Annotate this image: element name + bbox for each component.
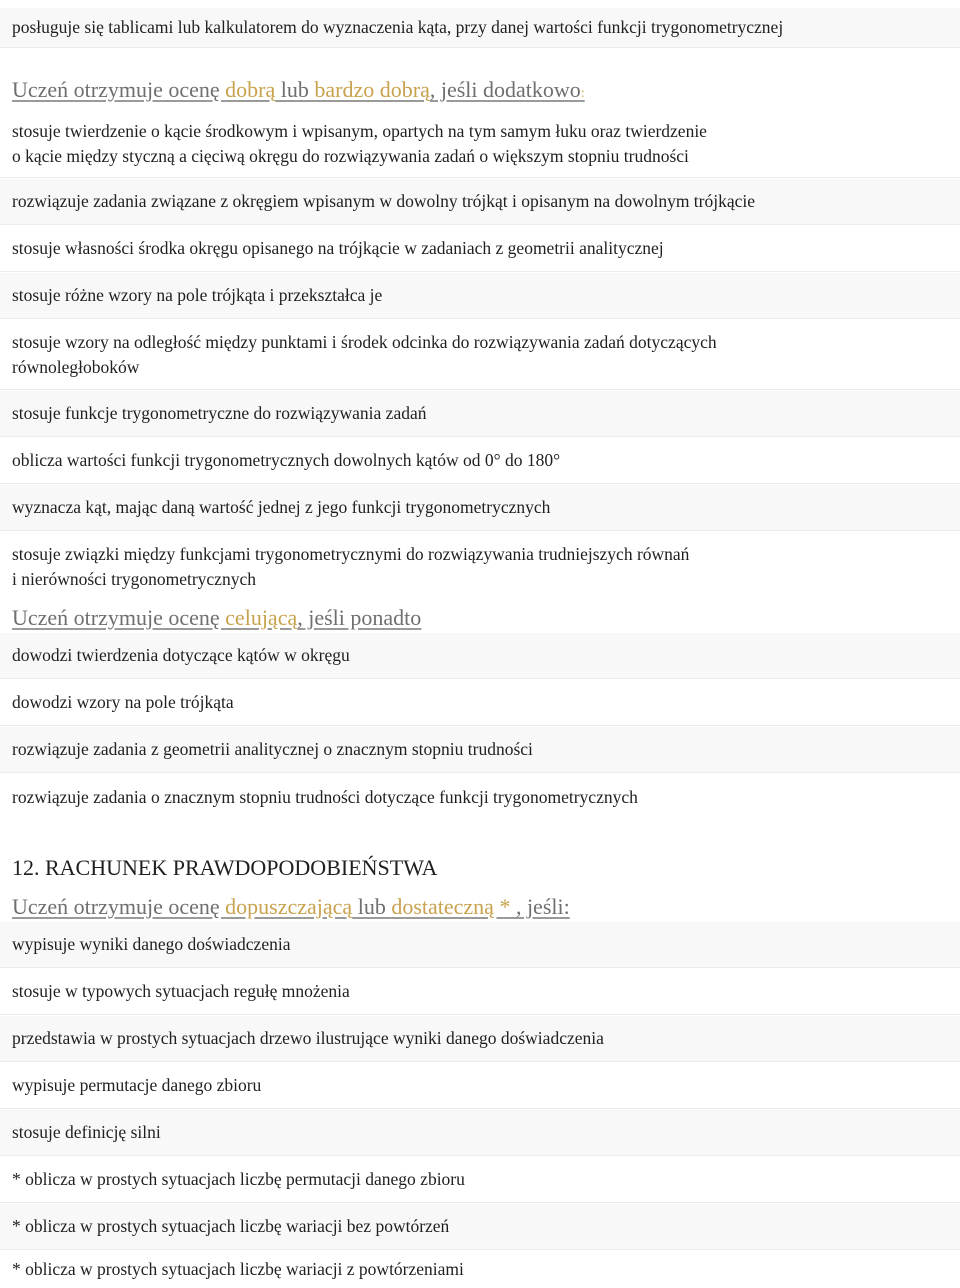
list-item bbox=[0, 727, 960, 773]
list-item-text: stosuje w typowych sytuacjach regułę mnożenia bbox=[12, 981, 350, 1001]
heading-text: , jeśli ponadto bbox=[297, 605, 422, 630]
text-line: stosuje związki między funkcjami trygonometrycznymi do rozwiązywania trudniejszych równań bbox=[12, 544, 690, 564]
grade-heading-good bbox=[12, 76, 585, 108]
heading-colon: : bbox=[580, 86, 585, 101]
list-item bbox=[0, 8, 960, 48]
list-item-text: wyznacza kąt, mając daną wartość jednej z jego funkcji trygonometrycznych bbox=[12, 497, 551, 517]
list-item bbox=[0, 532, 960, 602]
text-line: stosuje twierdzenie o kącie środkowym i wpisanym, opartych na tym samym łuku oraz twierdzenie bbox=[12, 120, 707, 141]
list-item-text: * oblicza w prostych sytuacjach liczbę wariacji z powtórzeniami bbox=[12, 1259, 464, 1279]
heading-text: lub bbox=[275, 77, 315, 102]
heading-text: lub bbox=[352, 894, 392, 919]
text-line: równoległoboków bbox=[12, 356, 140, 377]
text-line: stosuje wzory na odległość między punktami i środek odcinka do rozwiązywania zadań dotyczących bbox=[12, 331, 717, 352]
list-item bbox=[0, 774, 960, 820]
list-item-text: stosuje definicję silni bbox=[12, 1122, 161, 1142]
list-item bbox=[0, 1016, 960, 1062]
list-item-text: stosuje różne wzory na pole trójkąta i przekształca je bbox=[12, 285, 383, 305]
list-item bbox=[0, 633, 960, 679]
list-item-text: dowodzi wzory na pole trójkąta bbox=[12, 692, 234, 712]
text-line: o kącie między styczną a cięciwą okręgu do rozwiązywania zadań o większym stopniu trudności bbox=[12, 145, 689, 166]
list-item bbox=[0, 438, 960, 484]
list-item-text: rozwiązuje zadania o znacznym stopniu trudności dotyczące funkcji trygonometrycznych bbox=[12, 786, 638, 807]
list-item bbox=[0, 110, 960, 178]
list-item bbox=[0, 391, 960, 437]
text-line: i nierówności trygonometrycznych bbox=[12, 569, 256, 589]
list-item bbox=[0, 1204, 960, 1250]
list-item-text bbox=[12, 119, 707, 169]
list-item bbox=[0, 1110, 960, 1156]
list-item bbox=[0, 485, 960, 531]
list-item-text: rozwiązuje zadania związane z okręgiem wpisanym w dowolny trójkąt i opisanym na dowolnym trójkącie bbox=[12, 191, 756, 211]
heading-text: Uczeń otrzymuje ocenę bbox=[12, 894, 226, 919]
list-item bbox=[0, 320, 960, 390]
list-item-text: stosuje własności środka okręgu opisanego na trójkącie w zadaniach z geometrii analitycznej bbox=[12, 238, 664, 258]
list-item bbox=[0, 226, 960, 272]
list-item bbox=[0, 273, 960, 319]
list-item-text: dowodzi twierdzenia dotyczące kątów w okręgu bbox=[12, 645, 350, 665]
grade-label: dobrą bbox=[225, 77, 276, 102]
grade-heading-excellent bbox=[12, 604, 421, 632]
grade-label: celującą bbox=[225, 605, 298, 630]
list-item-text: oblicza wartości funkcji trygonometrycznych dowolnych kątów od 0° do 180° bbox=[12, 450, 561, 470]
section-title: 12. RACHUNEK PRAWDOPODOBIEŃSTWA bbox=[12, 855, 438, 880]
list-item-text bbox=[12, 542, 689, 592]
list-item-text: wypisuje wyniki danego doświadczenia bbox=[12, 934, 291, 954]
list-item bbox=[0, 922, 960, 968]
grade-label: dopuszczającą bbox=[225, 894, 353, 919]
list-item bbox=[0, 680, 960, 726]
grade-label: bardzo dobrą bbox=[314, 77, 430, 102]
list-item-text: * oblicza w prostych sytuacjach liczbę permutacji danego zbioru bbox=[12, 1169, 465, 1189]
list-item-text bbox=[12, 330, 717, 380]
heading-text: Uczeń otrzymuje ocenę bbox=[12, 77, 226, 102]
heading-text: , jeśli dodatkowo bbox=[429, 77, 581, 102]
list-item bbox=[0, 1063, 960, 1109]
list-item-text: przedstawia w prostych sytuacjach drzewo ilustrujące wyniki danego doświadczenia bbox=[12, 1028, 604, 1048]
list-item-text: wypisuje permutacje danego zbioru bbox=[12, 1075, 262, 1095]
list-item bbox=[0, 1251, 960, 1288]
grade-heading-basic bbox=[12, 893, 570, 921]
list-item-text: rozwiązuje zadania z geometrii analitycznej o znacznym stopniu trudności bbox=[12, 739, 533, 759]
list-item bbox=[0, 969, 960, 1015]
list-item-text: * oblicza w prostych sytuacjach liczbę wariacji bez powtórzeń bbox=[12, 1216, 450, 1236]
heading-text: , jeśli: bbox=[510, 894, 570, 919]
heading-text: Uczeń otrzymuje ocenę bbox=[12, 605, 226, 630]
list-item-text: stosuje funkcje trygonometryczne do rozwiązywania zadań bbox=[12, 403, 427, 423]
list-item bbox=[0, 179, 960, 225]
list-item bbox=[0, 1157, 960, 1203]
list-item-text: posługuje się tablicami lub kalkulatorem do wyznaczenia kąta, przy danej wartości funkcji trygonometrycznej bbox=[12, 17, 784, 37]
grade-label: dostateczną * bbox=[391, 894, 511, 919]
